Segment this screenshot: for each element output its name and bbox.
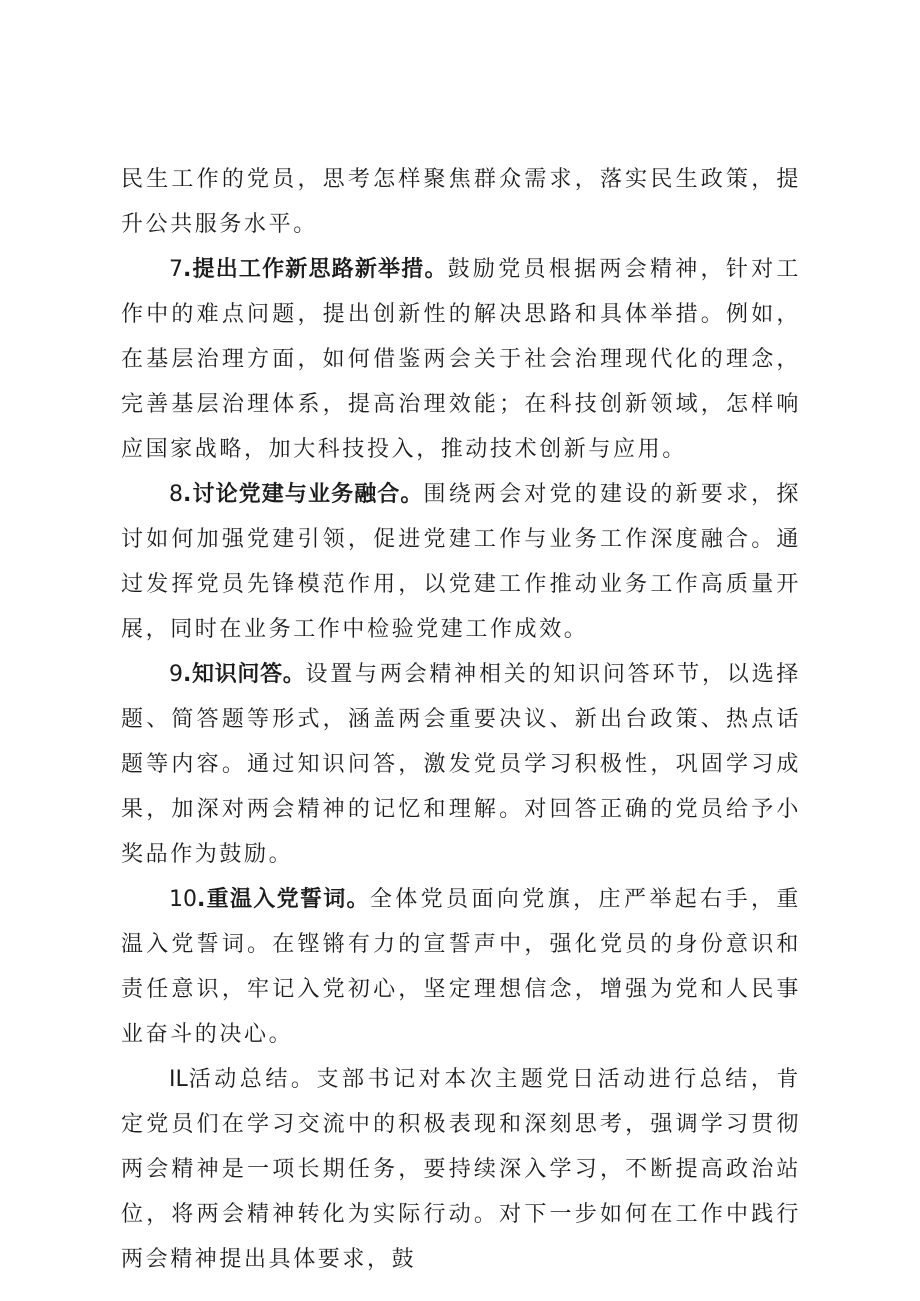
paragraph-item-8	[121, 472, 801, 652]
paragraph-body: 鼓励党员根据两会精神，针对工作中的难点问题，提出创新性的解决思路和具体举措。例如，在基层治理方面，如何借鉴两会关于社会治理现代化的理念，完善基层治理体系，提高治理效能；在科技创新领域，怎样响应国家战略，加大科技投入，推动技术创新与应用。	[121, 257, 802, 462]
paragraph-body: 围绕两会对党的建设的新要求，探讨如何加强党建引领，促进党建工作与业务工作深度融合。通过发挥党员先锋模范作用，以党建工作推动业务工作高质量开展，同时在业务工作中检验党建工作成效。	[121, 482, 801, 642]
paragraph-item-7	[121, 247, 801, 472]
item-title: .提出工作新思路新举措。	[183, 257, 448, 282]
paragraph-body: 全体党员面向党旗，庄严举起右手，重温入党誓词。在铿锵有力的宣誓声中，强化党员的身份意识和责任意识，牢记入党初心，坚定理想信念，增强为党和人民事业奋斗的决心。	[121, 887, 802, 1047]
item-title: .知识问答。	[183, 662, 306, 687]
paragraph-body: 民生工作的党员，思考怎样聚焦群众需求，落实民生政策，提升公共服务水平。	[121, 167, 801, 237]
paragraph-body: 设置与两会精神相关的知识问答环节，以选择题、简答题等形式，涵盖两会重要决议、新出台政策、热点话题等内容。通过知识问答，激发党员学习积极性，巩固学习成果，加深对两会精神的记忆和理解。对回答正确的党员给予小奖品作为鼓励。	[121, 662, 801, 867]
document-body	[121, 157, 801, 1282]
item-number: IL	[169, 1067, 188, 1092]
item-heading	[169, 482, 424, 507]
paragraph-item-10	[121, 877, 801, 1057]
paragraph-body: 活动总结。支部书记对本次主题党日活动进行总结，肯定党员们在学习交流中的积极表现和深刻思考，强调学习贯彻两会精神是一项长期任务，要持续深入学习，不断提高政治站位，将两会精神转化为实际行动。对下一步如何在工作中践行两会精神提出具体要求，鼓	[121, 1067, 801, 1272]
item-heading	[169, 257, 448, 282]
item-title: .重温入党誓词。	[197, 887, 370, 912]
paragraph-item-11	[121, 1057, 801, 1282]
paragraph-continuation	[121, 157, 801, 247]
item-number: 8	[169, 482, 183, 507]
item-number: 9	[169, 662, 183, 687]
item-heading	[169, 887, 370, 912]
item-heading	[169, 662, 305, 687]
paragraph-item-9	[121, 652, 801, 877]
item-number: 7	[169, 257, 183, 282]
item-number: 10	[169, 887, 197, 912]
item-title: .讨论党建与业务融合。	[183, 482, 424, 507]
